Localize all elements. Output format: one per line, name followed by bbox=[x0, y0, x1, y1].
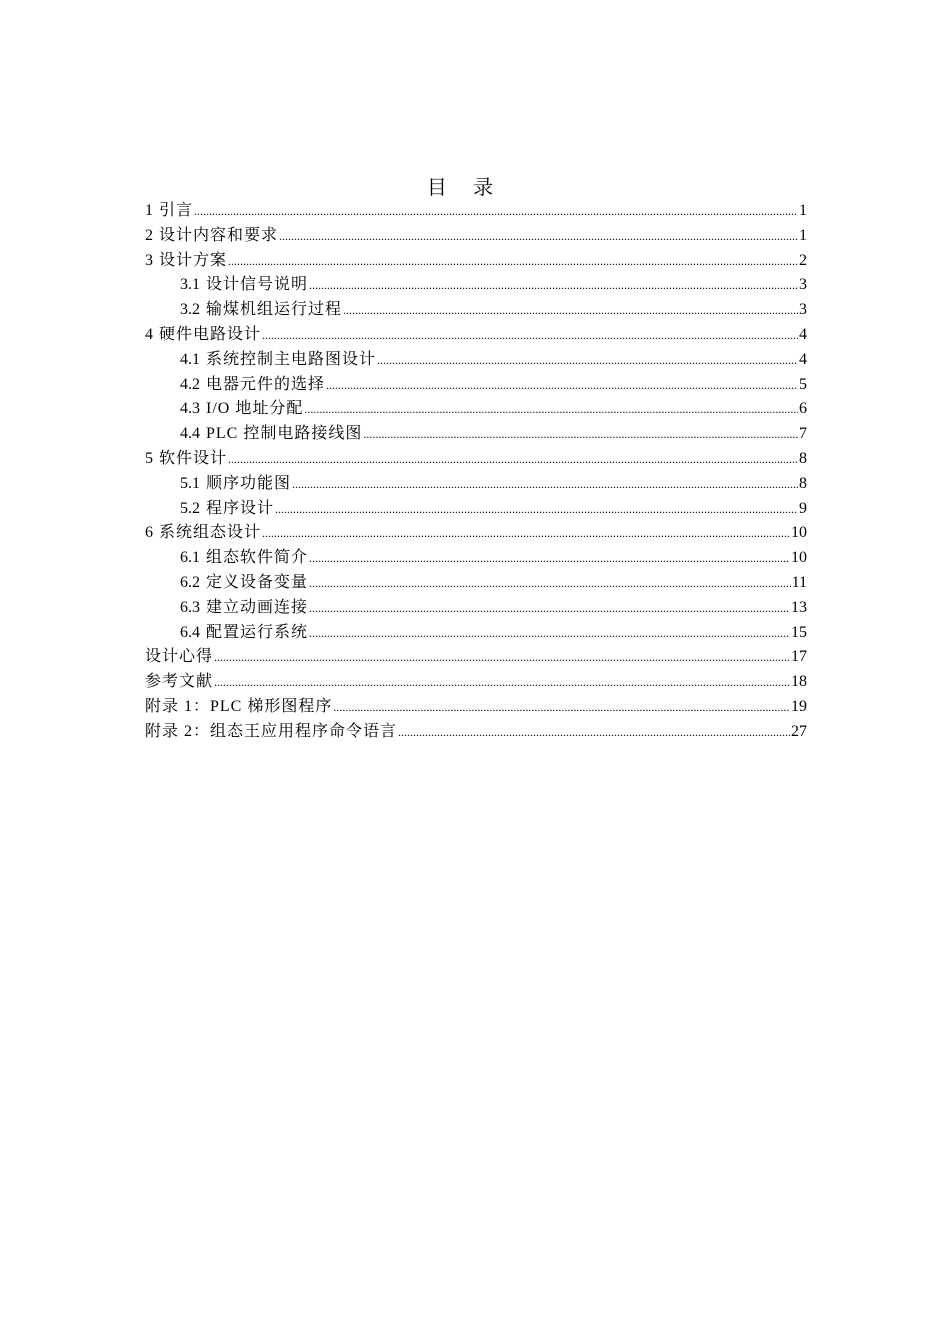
toc-entry[interactable] bbox=[145, 348, 807, 373]
toc-dot-leader bbox=[262, 521, 790, 546]
toc-entry-page-number: 8 bbox=[799, 474, 807, 492]
toc-entry-title: 参考文献 bbox=[145, 673, 214, 691]
toc-entry-page-number: 1 bbox=[799, 202, 807, 219]
toc-entry-number: 4.4 bbox=[180, 425, 200, 443]
toc-entry-title: PLC 控制电路接线图 bbox=[206, 425, 363, 443]
toc-entry-page-number: 8 bbox=[799, 449, 807, 467]
toc-entry-number: 4.2 bbox=[180, 375, 200, 393]
toc-dot-leader bbox=[326, 373, 798, 398]
toc-entry-number: 4 bbox=[145, 325, 153, 343]
toc-entry-number: 5 bbox=[145, 449, 153, 467]
toc-entry-title: 配置运行系统 bbox=[206, 623, 309, 641]
toc-entry-page-number: 2 bbox=[799, 251, 807, 269]
toc-entry-page-number: 17 bbox=[791, 648, 807, 666]
toc-entry-title: 设计心得 bbox=[145, 648, 214, 666]
toc-entry-page-number: 18 bbox=[791, 673, 807, 691]
toc-entry-page-number: 13 bbox=[791, 598, 807, 616]
toc-entry-page-number: 4 bbox=[799, 325, 807, 343]
toc-entry-number: 3.2 bbox=[180, 301, 200, 319]
toc-entry-title: 硬件电路设计 bbox=[159, 325, 262, 343]
toc-entry-title: 系统控制主电路图设计 bbox=[206, 350, 377, 368]
toc-entry[interactable] bbox=[145, 224, 807, 249]
toc-entry-page-number: 9 bbox=[799, 499, 807, 517]
toc-entry-page-number: 3 bbox=[799, 301, 807, 319]
toc-dot-leader bbox=[309, 571, 791, 596]
toc-dot-leader bbox=[275, 497, 798, 522]
toc-dot-leader bbox=[309, 273, 798, 298]
toc-dot-leader bbox=[228, 249, 798, 274]
toc-entry-title: 建立动画连接 bbox=[206, 598, 309, 616]
toc-dot-leader bbox=[363, 422, 798, 447]
toc-entry-title: 系统组态设计 bbox=[159, 524, 262, 542]
toc-entry-number: 3.1 bbox=[180, 276, 200, 294]
toc-entry[interactable] bbox=[145, 472, 807, 497]
toc-entry-title: 设计内容和要求 bbox=[159, 226, 279, 244]
toc-entry-number: 4.3 bbox=[180, 400, 200, 418]
toc-entry-title: 软件设计 bbox=[159, 449, 228, 467]
toc-entry[interactable] bbox=[145, 323, 807, 348]
toc-entry-page-number: 19 bbox=[791, 697, 807, 715]
toc-entry[interactable] bbox=[145, 521, 807, 546]
toc-entry[interactable] bbox=[145, 199, 807, 224]
toc-entry[interactable] bbox=[145, 596, 807, 621]
toc-entry-title: 组态软件简介 bbox=[206, 549, 309, 567]
toc-entry-page-number: 10 bbox=[791, 549, 807, 567]
toc-entry[interactable] bbox=[145, 422, 807, 447]
toc-dot-leader bbox=[377, 348, 798, 373]
toc-entry-page-number: 4 bbox=[799, 350, 807, 368]
toc-entry[interactable] bbox=[145, 497, 807, 522]
toc-entry-page-number: 7 bbox=[799, 425, 807, 443]
toc-entry-number: 1 bbox=[145, 202, 153, 219]
toc-entry[interactable] bbox=[145, 695, 807, 720]
toc-entry-page-number: 1 bbox=[799, 226, 807, 244]
toc-entry-number: 6.3 bbox=[180, 598, 200, 616]
toc-entry[interactable] bbox=[145, 720, 807, 745]
toc-dot-leader bbox=[214, 670, 790, 695]
toc-dot-leader bbox=[228, 447, 798, 472]
toc-entry[interactable] bbox=[145, 298, 807, 323]
toc-entry-title: 设计方案 bbox=[159, 251, 228, 269]
toc-dot-leader bbox=[343, 298, 798, 323]
toc-entry[interactable] bbox=[145, 397, 807, 422]
toc-entry-title: 电器元件的选择 bbox=[206, 375, 326, 393]
toc-entry-title: 附录 1：PLC 梯形图程序 bbox=[145, 697, 333, 715]
toc-entry-page-number: 27 bbox=[791, 722, 807, 740]
toc-dot-leader bbox=[292, 472, 798, 497]
toc-entry-title: 引言 bbox=[159, 202, 194, 219]
toc-entry-number: 6.1 bbox=[180, 549, 200, 567]
toc-entry-number: 4.1 bbox=[180, 350, 200, 368]
toc-entry[interactable] bbox=[145, 670, 807, 695]
toc-dot-leader bbox=[309, 621, 790, 646]
toc-entry-number: 2 bbox=[145, 226, 153, 244]
toc-entry[interactable] bbox=[145, 546, 807, 571]
toc-dot-leader bbox=[398, 720, 790, 745]
toc-entry-title: 输煤机组运行过程 bbox=[206, 301, 343, 319]
toc-entry[interactable] bbox=[145, 273, 807, 298]
toc-dot-leader bbox=[194, 199, 798, 224]
toc-entry[interactable] bbox=[145, 645, 807, 670]
toc-dot-leader bbox=[279, 224, 798, 249]
toc-entry-title: 设计信号说明 bbox=[206, 276, 309, 294]
toc-entry-number: 3 bbox=[145, 251, 153, 269]
toc-entry-page-number: 15 bbox=[791, 623, 807, 641]
toc-entry-number: 5.2 bbox=[180, 499, 200, 517]
toc-entry[interactable] bbox=[145, 621, 807, 646]
toc-entry-page-number: 10 bbox=[791, 524, 807, 542]
toc-entry[interactable] bbox=[145, 447, 807, 472]
toc-entry-page-number: 6 bbox=[799, 400, 807, 418]
toc-entry-number: 5.1 bbox=[180, 474, 200, 492]
toc-list bbox=[145, 199, 807, 745]
toc-dot-leader bbox=[304, 397, 798, 422]
toc-entry-title: 附录 2：组态王应用程序命令语言 bbox=[145, 722, 398, 740]
toc-dot-leader bbox=[309, 546, 790, 571]
toc-entry-number: 6.4 bbox=[180, 623, 200, 641]
toc-entry-page-number: 5 bbox=[799, 375, 807, 393]
toc-entry-page-number: 3 bbox=[799, 276, 807, 294]
toc-entry-title: 定义设备变量 bbox=[206, 573, 309, 591]
toc-dot-leader bbox=[309, 596, 790, 621]
toc-entry-title: 顺序功能图 bbox=[206, 474, 292, 492]
toc-entry[interactable] bbox=[145, 571, 807, 596]
toc-dot-leader bbox=[333, 695, 790, 720]
toc-entry[interactable] bbox=[145, 373, 807, 398]
toc-entry[interactable] bbox=[145, 249, 807, 274]
toc-title: 目 录 bbox=[426, 175, 504, 199]
toc-entry-page-number: 11 bbox=[791, 573, 807, 591]
toc-dot-leader bbox=[262, 323, 798, 348]
toc-entry-title: 程序设计 bbox=[206, 499, 275, 517]
toc-entry-number: 6 bbox=[145, 524, 153, 542]
toc-dot-leader bbox=[214, 645, 790, 670]
toc-entry-number: 6.2 bbox=[180, 573, 200, 591]
toc-entry-title: I/O 地址分配 bbox=[206, 400, 304, 418]
